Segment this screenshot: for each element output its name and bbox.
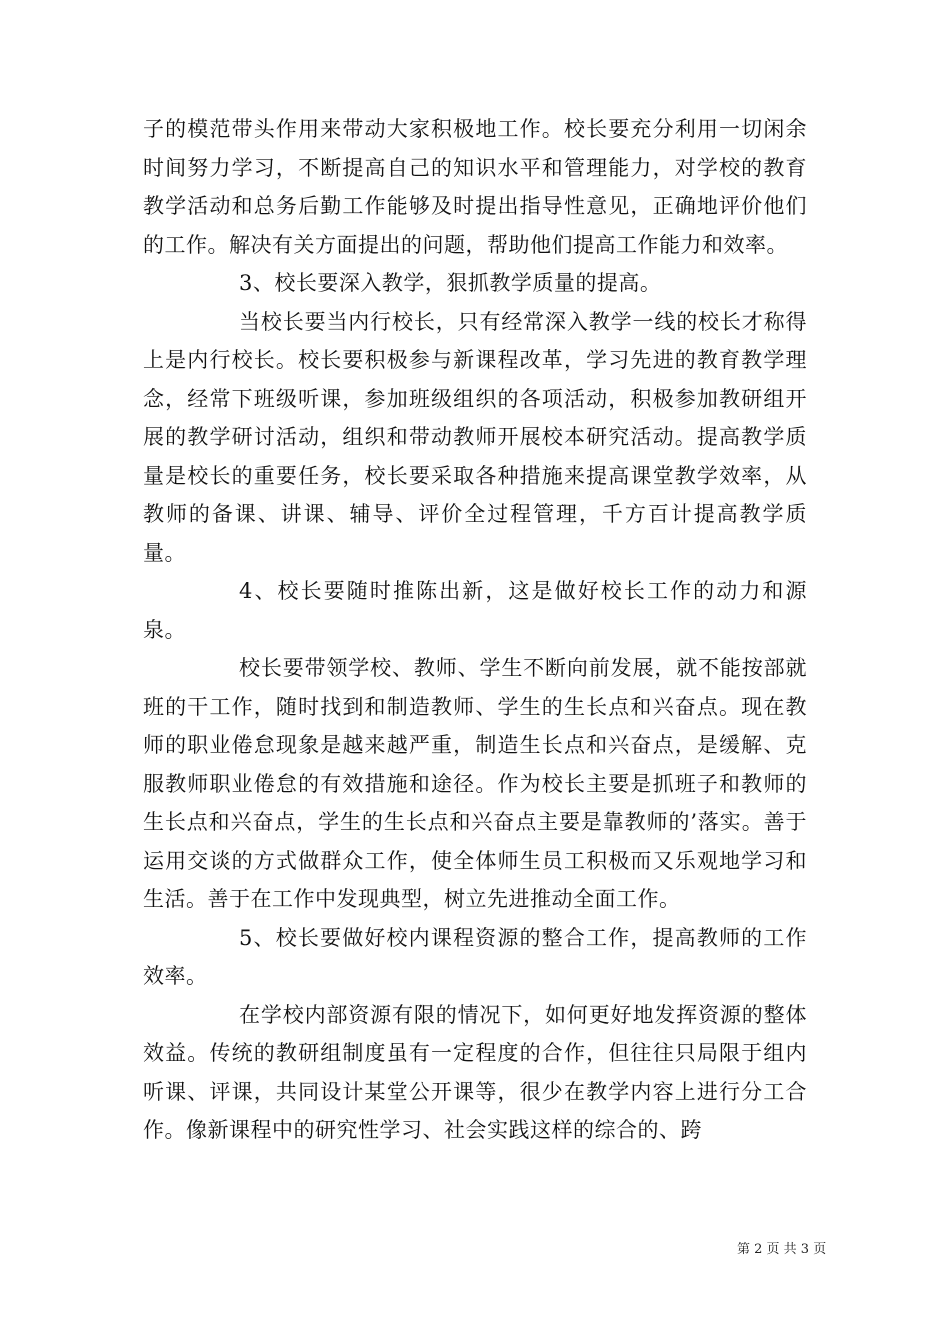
paragraph-section-3: 当校长要当内行校长，只有经常深入教学一线的校长才称得上是内行校长。校长要积极参与新课程改革，学习先进的教育教学理念，经常下班级听课，参加班级组织的各项活动，积极参加教研组开展的教学研讨活动，组织和带动教师开展校本研究活动。提高教学质量是校长的重要任务，校长要采取各种措施来提高课堂教学效率，从教师的备课、讲课、辅导、评价全过程管理，千方百计提高教学质量。 <box>143 309 807 565</box>
page-number-footer: 第 2 页 共 3 页 <box>737 1242 827 1257</box>
paragraph-continuation: 子的模范带头作用来带动大家积极地工作。校长要充分利用一切闲余时间努力学习，不断提高自己的知识水平和管理能力，对学校的教育教学活动和总务后勤工作能够及时提出指导性意见，正确地评价他们的工作。解决有关方面提出的问题，帮助他们提高工作能力和效率。 <box>143 117 807 257</box>
document-body <box>143 110 807 1150</box>
section-heading-3: 3、校长要深入教学，狠抓教学质量的提高。 <box>239 271 662 295</box>
section-heading-4: 4、校长要随时推陈出新，这是做好校长工作的动力和源泉。 <box>143 579 807 642</box>
paragraph-section-5: 在学校内部资源有限的情况下，如何更好地发挥资源的整体效益。传统的教研组制度虽有一定程度的合作，但往往只局限于组内听课、评课，共同设计某堂公开课等，很少在教学内容上进行分工合作。像新课程中的研究性学习、社会实践这样的综合的、跨 <box>143 1002 807 1142</box>
section-heading-5: 5、校长要做好校内课程资源的整合工作，提高教师的工作效率。 <box>143 925 807 988</box>
paragraph-section-4: 校长要带领学校、教师、学生不断向前发展，就不能按部就班的干工作，随时找到和制造教师、学生的生长点和兴奋点。现在教师的职业倦怠现象是越来越严重，制造生长点和兴奋点，是缓解、克服教师职业倦怠的有效措施和途径。作为校长主要是抓班子和教师的生长点和兴奋点，学生的生长点和兴奋点主要是靠教师的’落实。善于运用交谈的方式做群众工作，使全体师生员工积极而又乐观地学习和生活。善于在工作中发现典型，树立先进推动全面工作。 <box>143 656 807 911</box>
